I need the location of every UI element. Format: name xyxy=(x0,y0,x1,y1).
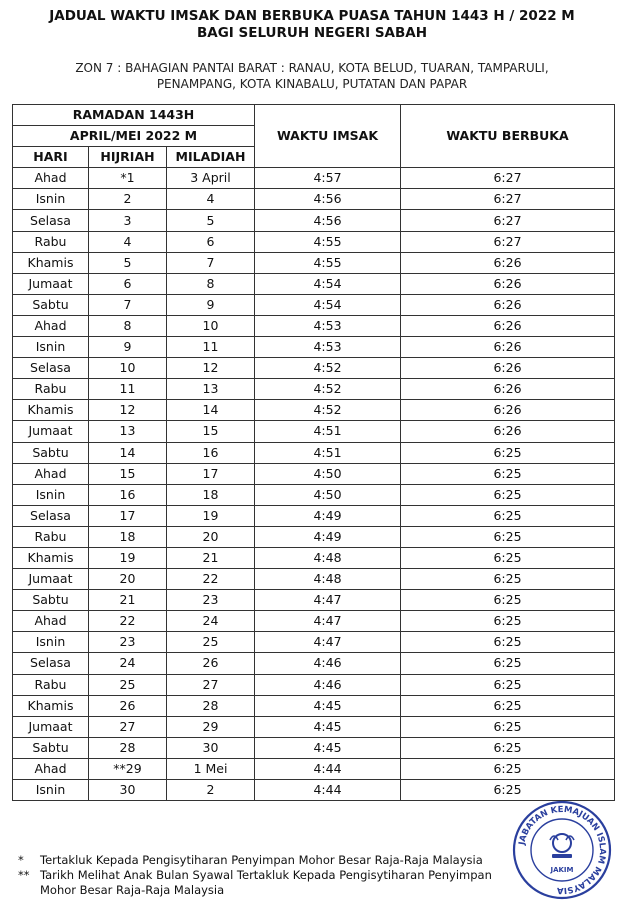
table-row xyxy=(13,695,615,716)
table-row xyxy=(13,252,615,273)
cell-miladiah: 8 xyxy=(167,273,255,294)
cell-imsak: 4:44 xyxy=(255,780,401,801)
cell-miladiah: 11 xyxy=(167,337,255,358)
table-row xyxy=(13,758,615,779)
footnote-mark: * xyxy=(18,853,24,867)
cell-hijriah: 21 xyxy=(89,590,167,611)
cell-imsak: 4:48 xyxy=(255,547,401,568)
cell-imsak: 4:47 xyxy=(255,632,401,653)
cell-miladiah: 28 xyxy=(167,695,255,716)
table-row xyxy=(13,294,615,315)
cell-miladiah: 7 xyxy=(167,252,255,273)
crest-icon xyxy=(550,834,574,858)
cell-hijriah: 7 xyxy=(89,294,167,315)
cell-berbuka: 6:25 xyxy=(401,632,615,653)
cell-berbuka: 6:25 xyxy=(401,737,615,758)
cell-berbuka: 6:26 xyxy=(401,337,615,358)
table-row xyxy=(13,780,615,801)
cell-imsak: 4:46 xyxy=(255,653,401,674)
cell-hijriah: 23 xyxy=(89,632,167,653)
cell-berbuka: 6:25 xyxy=(401,526,615,547)
table-row xyxy=(13,611,615,632)
cell-hijriah: 9 xyxy=(89,337,167,358)
cell-miladiah: 5 xyxy=(167,210,255,231)
cell-hari: Khamis xyxy=(13,547,89,568)
cell-miladiah: 16 xyxy=(167,442,255,463)
cell-hari: Khamis xyxy=(13,252,89,273)
cell-hari: Jumaat xyxy=(13,569,89,590)
schedule-rows xyxy=(13,168,615,801)
title-line-2: BAGI SELURUH NEGERI SABAH xyxy=(196,25,428,41)
table-row xyxy=(13,547,615,568)
cell-miladiah: 9 xyxy=(167,294,255,315)
zone-description xyxy=(0,60,624,92)
table-row xyxy=(13,569,615,590)
cell-berbuka: 6:25 xyxy=(401,780,615,801)
zone-line-2: PENAMPANG, KOTA KINABALU, PUTATAN DAN PAPAR xyxy=(156,77,468,91)
cell-hari: Ahad xyxy=(13,315,89,336)
zone-line-1: ZON 7 : BAHAGIAN PANTAI BARAT : RANAU, KOTA BELUD, TUARAN, TAMPARULI, xyxy=(75,61,549,75)
cell-imsak: 4:47 xyxy=(255,611,401,632)
cell-miladiah: 22 xyxy=(167,569,255,590)
cell-hijriah: 12 xyxy=(89,400,167,421)
table-row xyxy=(13,632,615,653)
cell-hari: Isnin xyxy=(13,780,89,801)
cell-miladiah: 24 xyxy=(167,611,255,632)
table-row xyxy=(13,358,615,379)
table-row xyxy=(13,231,615,252)
cell-imsak: 4:49 xyxy=(255,526,401,547)
cell-miladiah: 2 xyxy=(167,780,255,801)
cell-berbuka: 6:25 xyxy=(401,463,615,484)
cell-berbuka: 6:26 xyxy=(401,358,615,379)
cell-imsak: 4:45 xyxy=(255,737,401,758)
cell-miladiah: 27 xyxy=(167,674,255,695)
table-row xyxy=(13,442,615,463)
cell-berbuka: 6:25 xyxy=(401,758,615,779)
cell-hijriah: 24 xyxy=(89,653,167,674)
cell-hijriah: 27 xyxy=(89,716,167,737)
cell-hari: Rabu xyxy=(13,674,89,695)
cell-miladiah: 13 xyxy=(167,379,255,400)
cell-berbuka: 6:25 xyxy=(401,611,615,632)
table-row xyxy=(13,505,615,526)
cell-hari: Ahad xyxy=(13,758,89,779)
cell-berbuka: 6:26 xyxy=(401,294,615,315)
table-row xyxy=(13,168,615,189)
cell-miladiah: 12 xyxy=(167,358,255,379)
table-row xyxy=(13,210,615,231)
cell-hari: Sabtu xyxy=(13,590,89,611)
header-hijriah: HIJRIAH xyxy=(89,147,167,168)
cell-berbuka: 6:25 xyxy=(401,695,615,716)
cell-imsak: 4:56 xyxy=(255,189,401,210)
seal-ring-text: JABATAN KEMAJUAN ISLAM MALAYSIA xyxy=(517,804,608,896)
cell-berbuka: 6:25 xyxy=(401,547,615,568)
table-row xyxy=(13,379,615,400)
cell-hari: Jumaat xyxy=(13,273,89,294)
cell-hijriah: 2 xyxy=(89,189,167,210)
cell-miladiah: 19 xyxy=(167,505,255,526)
cell-imsak: 4:53 xyxy=(255,315,401,336)
cell-miladiah: 14 xyxy=(167,400,255,421)
cell-hijriah: 14 xyxy=(89,442,167,463)
cell-hijriah: 19 xyxy=(89,547,167,568)
cell-hijriah: 6 xyxy=(89,273,167,294)
cell-hari: Rabu xyxy=(13,379,89,400)
table-row xyxy=(13,737,615,758)
footnotes xyxy=(18,853,518,898)
table-row xyxy=(13,421,615,442)
cell-miladiah: 10 xyxy=(167,315,255,336)
cell-imsak: 4:52 xyxy=(255,358,401,379)
cell-hari: Khamis xyxy=(13,400,89,421)
cell-berbuka: 6:25 xyxy=(401,484,615,505)
cell-hari: Selasa xyxy=(13,210,89,231)
cell-imsak: 4:45 xyxy=(255,695,401,716)
header-hari: HARI xyxy=(13,147,89,168)
cell-berbuka: 6:27 xyxy=(401,168,615,189)
cell-hijriah: 26 xyxy=(89,695,167,716)
cell-hari: Isnin xyxy=(13,189,89,210)
header-miladiah: MILADIAH xyxy=(167,147,255,168)
cell-imsak: 4:50 xyxy=(255,484,401,505)
cell-miladiah: 4 xyxy=(167,189,255,210)
jakim-seal-stamp xyxy=(512,800,612,900)
cell-hijriah: 8 xyxy=(89,315,167,336)
cell-imsak: 4:47 xyxy=(255,590,401,611)
cell-hijriah: 5 xyxy=(89,252,167,273)
cell-imsak: 4:48 xyxy=(255,569,401,590)
cell-hari: Rabu xyxy=(13,526,89,547)
cell-berbuka: 6:25 xyxy=(401,505,615,526)
cell-imsak: 4:45 xyxy=(255,716,401,737)
cell-miladiah: 30 xyxy=(167,737,255,758)
cell-berbuka: 6:27 xyxy=(401,189,615,210)
cell-hari: Jumaat xyxy=(13,421,89,442)
header-month: APRIL/MEI 2022 M xyxy=(13,126,255,147)
cell-hari: Isnin xyxy=(13,484,89,505)
cell-imsak: 4:50 xyxy=(255,463,401,484)
cell-hari: Sabtu xyxy=(13,294,89,315)
cell-hijriah: 13 xyxy=(89,421,167,442)
cell-miladiah: 6 xyxy=(167,231,255,252)
cell-hari: Selasa xyxy=(13,653,89,674)
cell-hari: Selasa xyxy=(13,505,89,526)
cell-imsak: 4:52 xyxy=(255,400,401,421)
cell-miladiah: 18 xyxy=(167,484,255,505)
title-line-1: JADUAL WAKTU IMSAK DAN BERBUKA PUASA TAHUN 1443 H / 2022 M xyxy=(49,8,575,24)
cell-hari: Jumaat xyxy=(13,716,89,737)
document-title xyxy=(0,8,624,42)
cell-berbuka: 6:27 xyxy=(401,210,615,231)
table-row xyxy=(13,674,615,695)
cell-berbuka: 6:26 xyxy=(401,379,615,400)
cell-miladiah: 23 xyxy=(167,590,255,611)
table-row xyxy=(13,337,615,358)
cell-imsak: 4:57 xyxy=(255,168,401,189)
cell-berbuka: 6:26 xyxy=(401,273,615,294)
cell-berbuka: 6:25 xyxy=(401,442,615,463)
cell-berbuka: 6:26 xyxy=(401,252,615,273)
cell-hijriah: 20 xyxy=(89,569,167,590)
cell-hari: Sabtu xyxy=(13,737,89,758)
cell-hijriah: 15 xyxy=(89,463,167,484)
cell-imsak: 4:46 xyxy=(255,674,401,695)
cell-hijriah: *1 xyxy=(89,168,167,189)
cell-miladiah: 15 xyxy=(167,421,255,442)
cell-berbuka: 6:26 xyxy=(401,400,615,421)
cell-imsak: 4:55 xyxy=(255,231,401,252)
table-row xyxy=(13,653,615,674)
cell-berbuka: 6:25 xyxy=(401,569,615,590)
cell-hijriah: 4 xyxy=(89,231,167,252)
cell-hijriah: 17 xyxy=(89,505,167,526)
cell-imsak: 4:54 xyxy=(255,294,401,315)
cell-hari: Ahad xyxy=(13,463,89,484)
cell-hari: Ahad xyxy=(13,611,89,632)
table-row xyxy=(13,189,615,210)
table-row xyxy=(13,526,615,547)
cell-hari: Isnin xyxy=(13,632,89,653)
cell-hari: Khamis xyxy=(13,695,89,716)
footnote-2 xyxy=(18,868,518,898)
cell-berbuka: 6:25 xyxy=(401,674,615,695)
cell-hari: Ahad xyxy=(13,168,89,189)
footnote-1 xyxy=(18,853,518,868)
table-row xyxy=(13,590,615,611)
cell-hijriah: 18 xyxy=(89,526,167,547)
cell-hijriah: **29 xyxy=(89,758,167,779)
table-row xyxy=(13,273,615,294)
cell-hari: Isnin xyxy=(13,337,89,358)
cell-imsak: 4:55 xyxy=(255,252,401,273)
cell-imsak: 4:44 xyxy=(255,758,401,779)
cell-hijriah: 10 xyxy=(89,358,167,379)
table-row xyxy=(13,484,615,505)
cell-hijriah: 30 xyxy=(89,780,167,801)
cell-miladiah: 1 Mei xyxy=(167,758,255,779)
cell-hijriah: 28 xyxy=(89,737,167,758)
cell-berbuka: 6:25 xyxy=(401,716,615,737)
cell-imsak: 4:51 xyxy=(255,421,401,442)
cell-imsak: 4:54 xyxy=(255,273,401,294)
table-row xyxy=(13,315,615,336)
cell-imsak: 4:52 xyxy=(255,379,401,400)
cell-berbuka: 6:27 xyxy=(401,231,615,252)
footnote-text: Tertakluk Kepada Pengisytiharan Penyimpan Mohor Besar Raja-Raja Malaysia xyxy=(40,853,483,867)
header-waktu-imsak: WAKTU IMSAK xyxy=(255,105,401,168)
cell-miladiah: 20 xyxy=(167,526,255,547)
schedule-table xyxy=(12,104,615,801)
footnote-text: Tarikh Melihat Anak Bulan Syawal Tertakluk Kepada Pengisytiharan Penyimpan Mohor Besar Raja-Raja Malaysia xyxy=(40,868,492,897)
header-waktu-berbuka: WAKTU BERBUKA xyxy=(401,105,615,168)
cell-berbuka: 6:26 xyxy=(401,421,615,442)
cell-hijriah: 11 xyxy=(89,379,167,400)
cell-imsak: 4:51 xyxy=(255,442,401,463)
cell-miladiah: 21 xyxy=(167,547,255,568)
seal-bottom-text: JAKIM xyxy=(550,866,574,874)
cell-hijriah: 3 xyxy=(89,210,167,231)
cell-miladiah: 26 xyxy=(167,653,255,674)
cell-miladiah: 3 April xyxy=(167,168,255,189)
cell-imsak: 4:56 xyxy=(255,210,401,231)
cell-hari: Sabtu xyxy=(13,442,89,463)
cell-berbuka: 6:26 xyxy=(401,315,615,336)
cell-imsak: 4:53 xyxy=(255,337,401,358)
cell-miladiah: 25 xyxy=(167,632,255,653)
cell-hari: Rabu xyxy=(13,231,89,252)
cell-berbuka: 6:25 xyxy=(401,590,615,611)
cell-berbuka: 6:25 xyxy=(401,653,615,674)
cell-miladiah: 17 xyxy=(167,463,255,484)
footnote-mark: ** xyxy=(18,868,30,882)
table-row xyxy=(13,400,615,421)
cell-hijriah: 25 xyxy=(89,674,167,695)
cell-hijriah: 16 xyxy=(89,484,167,505)
table-row xyxy=(13,716,615,737)
cell-hijriah: 22 xyxy=(89,611,167,632)
header-ramadan: RAMADAN 1443H xyxy=(13,105,255,126)
cell-imsak: 4:49 xyxy=(255,505,401,526)
table-row xyxy=(13,463,615,484)
cell-miladiah: 29 xyxy=(167,716,255,737)
cell-hari: Selasa xyxy=(13,358,89,379)
